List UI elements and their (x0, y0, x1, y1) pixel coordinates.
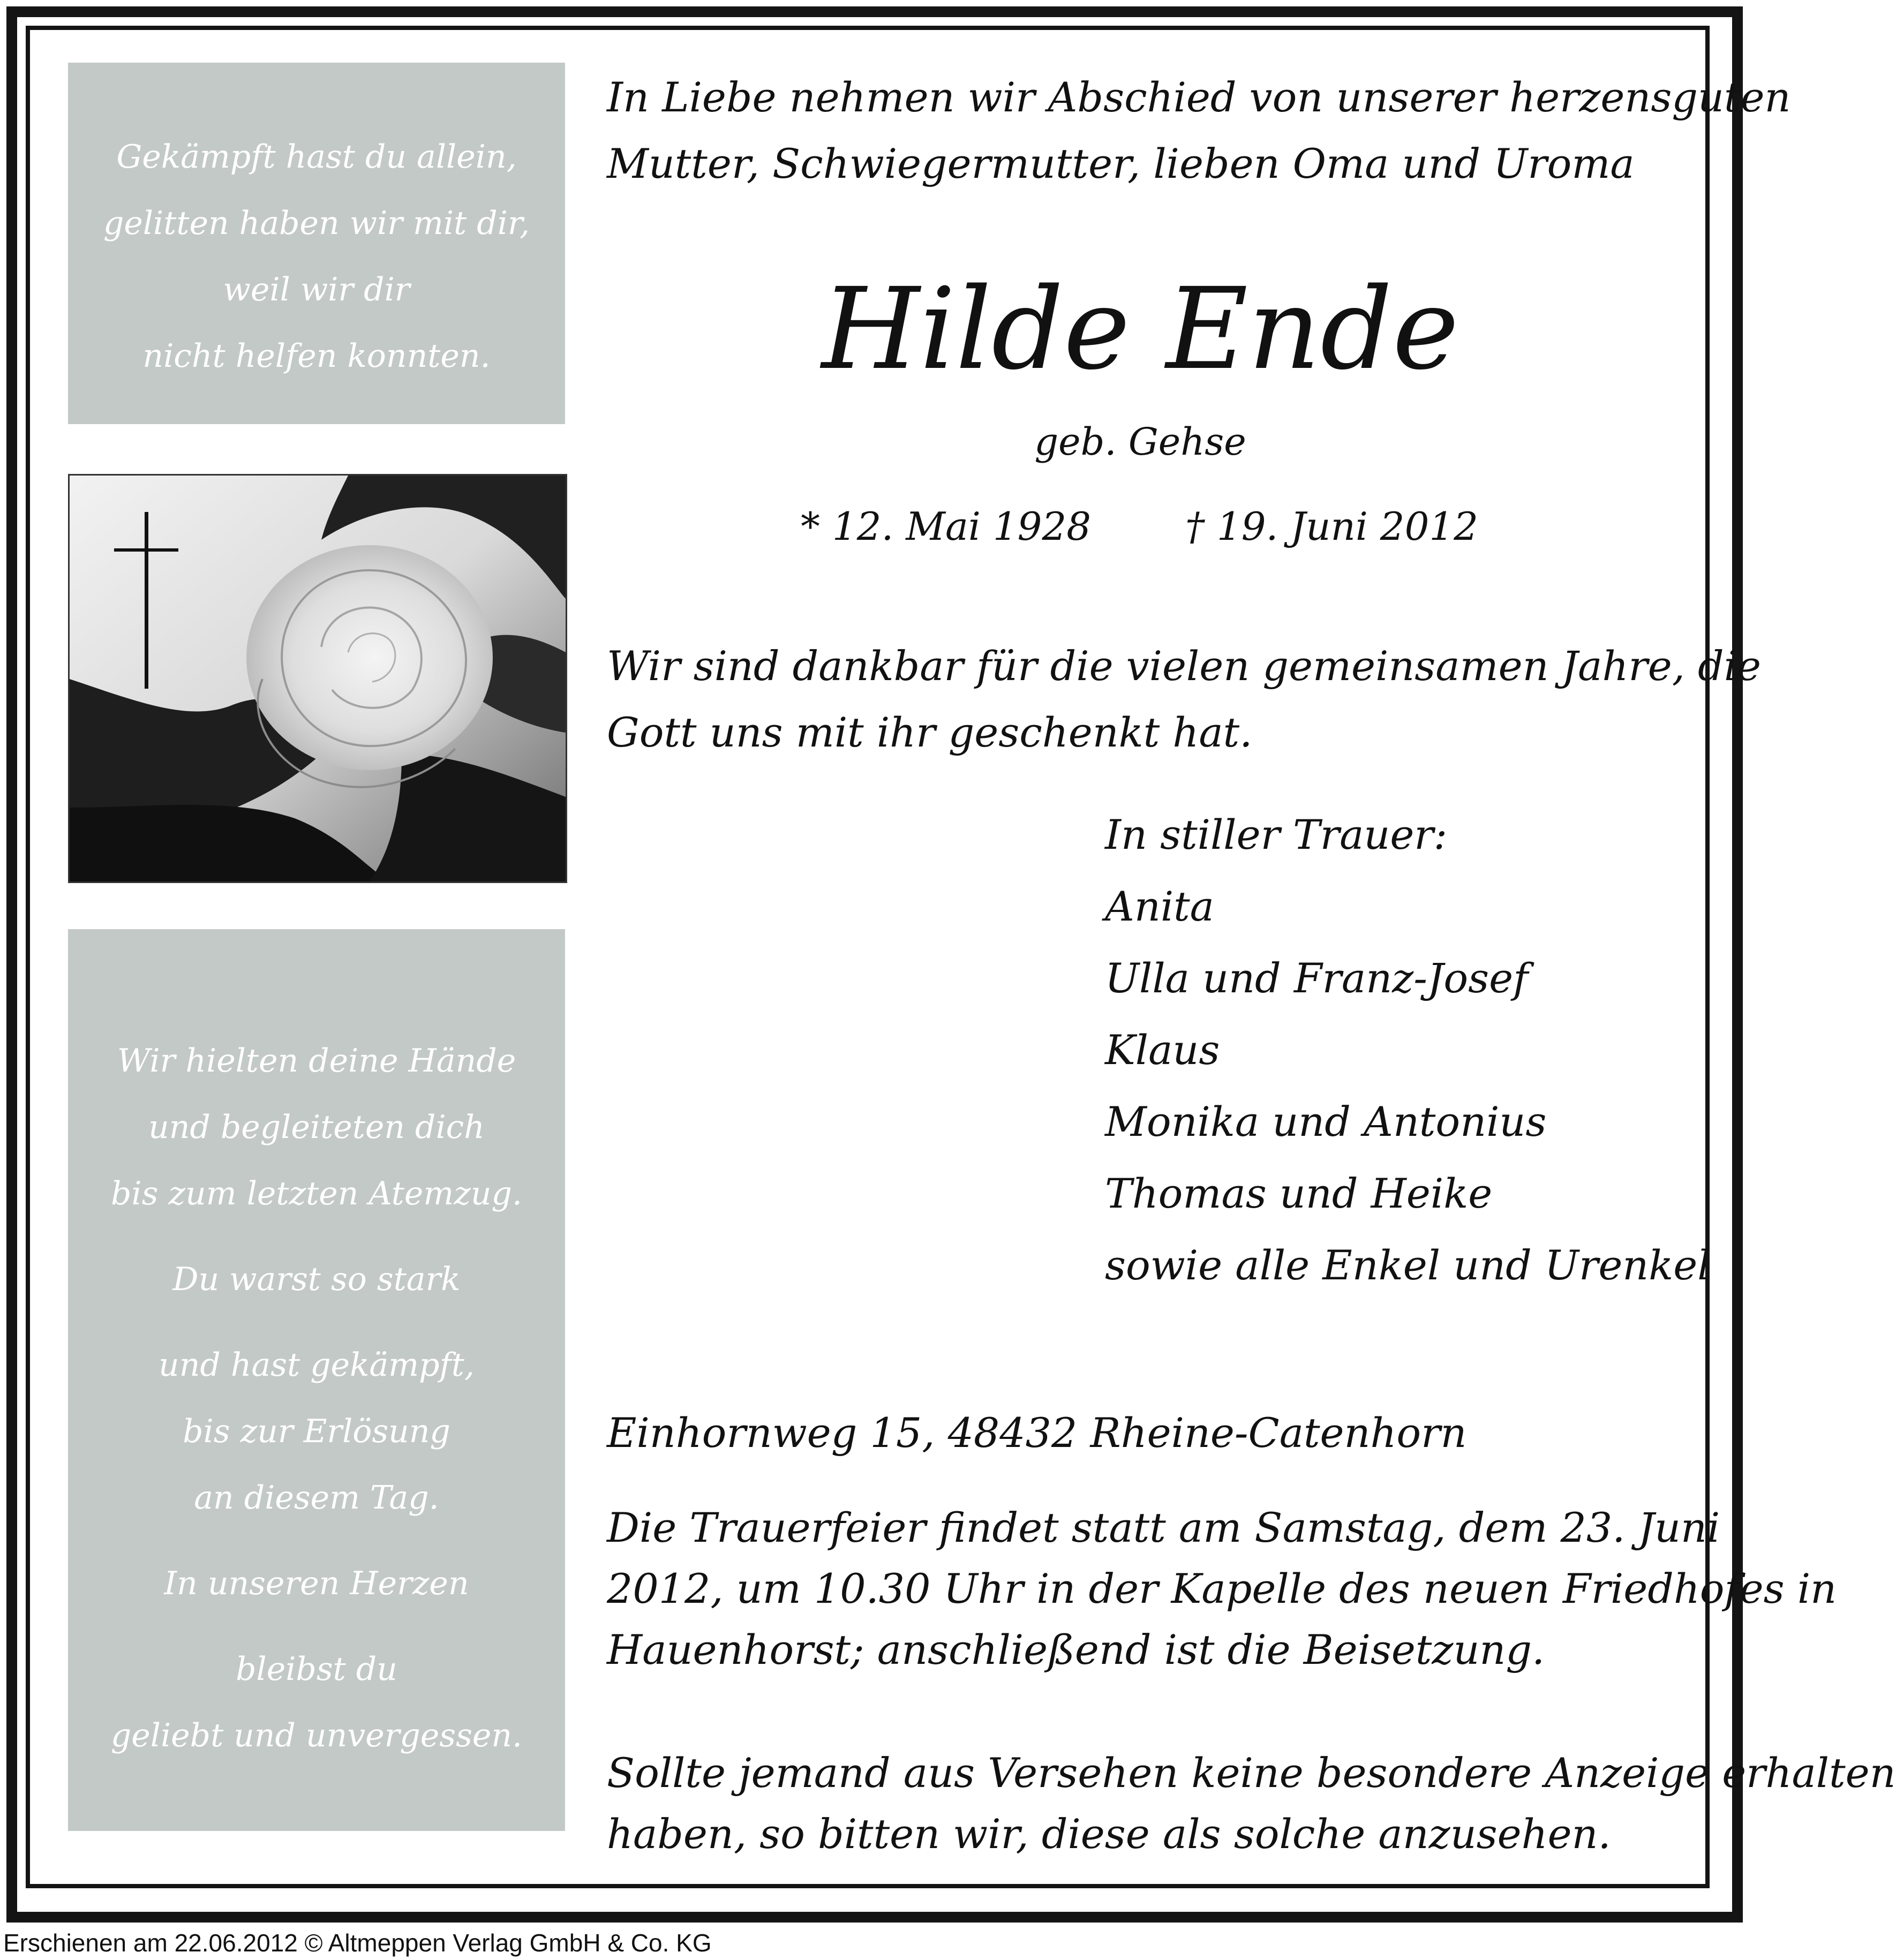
funeral-info (607, 1497, 1837, 1680)
intro-line: In Liebe nehmen wir Abschied von unserer herzensguten (607, 73, 1791, 121)
mourner-name: Anita (1105, 883, 1214, 930)
deceased-name: Hilde Ende (821, 263, 1459, 395)
mourner-name: Klaus (1105, 1026, 1220, 1074)
rose-photo (68, 474, 567, 883)
gratitude-line: Wir sind dankbar für die vielen gemeinsamen Jahre, die (607, 642, 1761, 690)
quote-line: geliebt und unvergessen. (110, 1717, 523, 1754)
quote-line: bis zur Erlösung (183, 1413, 450, 1450)
mourner-name: sowie alle Enkel und Urenkel (1105, 1241, 1711, 1289)
intro-text (607, 64, 1790, 197)
publication-footer: Erschienen am 22.06.2012 © Altmeppen Verlag GmbH & Co. KG (3, 1929, 712, 1957)
intro-line: Mutter, Schwiegermutter, lieben Oma und Uroma (607, 140, 1635, 187)
quote-line: an diesem Tag. (194, 1479, 439, 1517)
mourner-name: Ulla und Franz-Josef (1105, 954, 1529, 1002)
funeral-line: Hauenhorst; anschließend ist die Beisetzung. (607, 1626, 1545, 1673)
quote-line: nicht helfen konnten. (142, 337, 491, 375)
mourner-name: Thomas und Heike (1105, 1170, 1493, 1217)
mourners-list (1105, 799, 1711, 1301)
birth-name: geb. Gehse (1034, 420, 1246, 464)
quote-line: und begleiteten dich (148, 1109, 485, 1146)
address: Einhornweg 15, 48432 Rheine-Catenhorn (607, 1409, 1467, 1457)
birth-date: * 12. Mai 1928 (801, 504, 1092, 549)
quote-line: bleibst du (236, 1650, 397, 1688)
bottom-quote-box (68, 929, 565, 1831)
quote-line: Gekämpft hast du allein, (116, 138, 517, 176)
notice-text (607, 1743, 1896, 1865)
funeral-line: 2012, um 10.30 Uhr in der Kapelle des neuen Friedhofes in (607, 1565, 1837, 1612)
quote-line: Wir hielten deine Hände (117, 1042, 516, 1080)
rose-image (70, 476, 566, 881)
quote-line: gelitten haben wir mit dir, (103, 205, 530, 242)
quote-line: weil wir dir (223, 271, 410, 308)
mourners-heading: In stiller Trauer: (1105, 811, 1448, 858)
gratitude-line: Gott uns mit ihr geschenkt hat. (607, 708, 1253, 756)
notice-line: Sollte jemand aus Versehen keine besondere Anzeige erhalten (607, 1749, 1896, 1797)
quote-line: und hast gekämpft, (159, 1346, 475, 1384)
quote-line: In unseren Herzen (164, 1565, 469, 1602)
quote-line: bis zum letzten Atemzug. (111, 1175, 522, 1212)
mourner-name: Monika und Antonius (1105, 1098, 1547, 1145)
death-date: † 19. Juni 2012 (1185, 504, 1479, 549)
gratitude-text (607, 633, 1761, 766)
top-quote-box (68, 63, 565, 424)
funeral-line: Die Trauerfeier findet statt am Samstag, dem 23. Juni (607, 1504, 1720, 1551)
notice-line: haben, so bitten wir, diese als solche anzusehen. (607, 1810, 1611, 1858)
quote-line: Du warst so stark (172, 1261, 461, 1298)
